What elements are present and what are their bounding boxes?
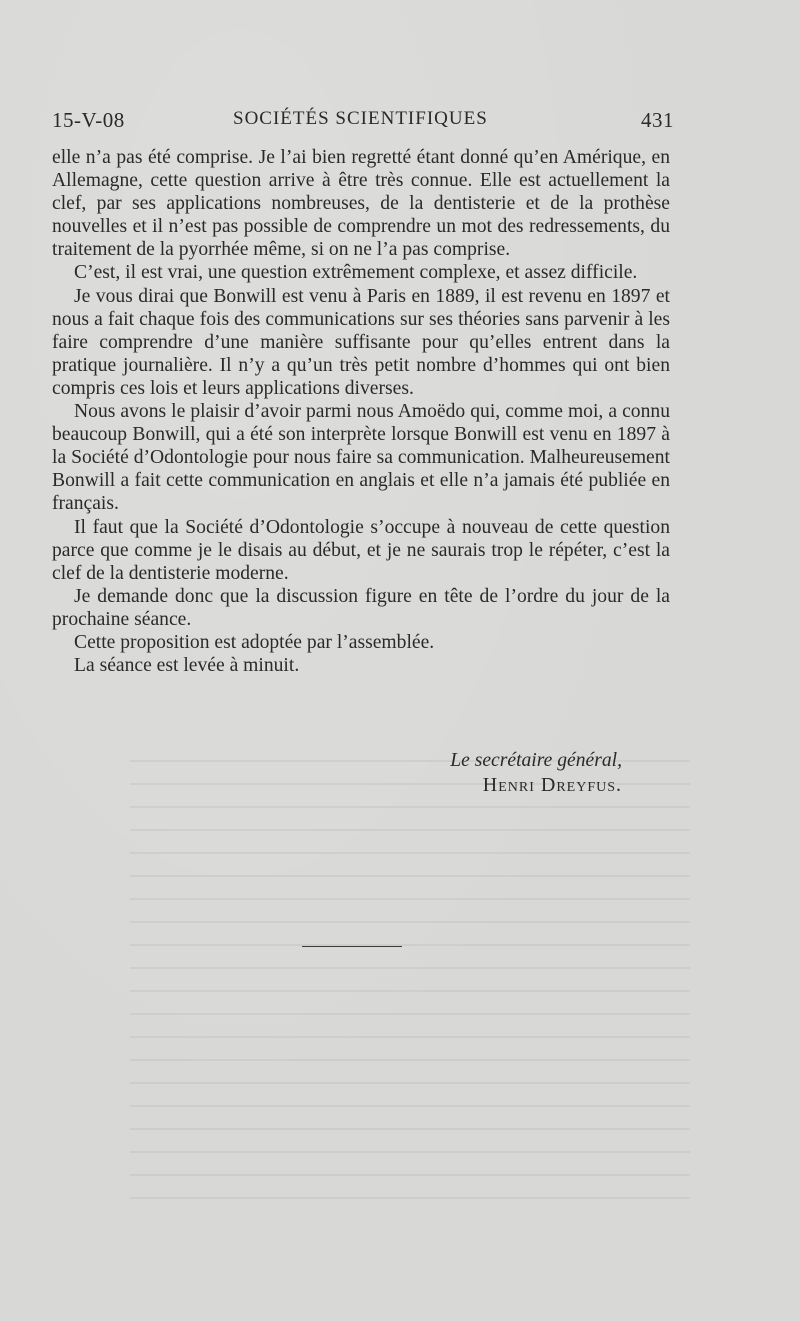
paragraph: C’est, il est vrai, une question extrêmement complexe, et assez difficile. bbox=[74, 262, 638, 284]
running-head bbox=[52, 108, 674, 136]
header-date: 15-V-08 bbox=[52, 108, 125, 132]
paragraph: Je vous dirai que Bonwill est venu à Paris en 1889, il est revenu en 1897 et nous a fait chaque fois des communications sur ses théories sans parvenir à les faire comprendre d’une manière suffisante pour qu’elles entrent dans la pratique journalière. Il n’y a qu’un très petit nombre d’hommes qui ont bien compris ces lois et leurs applications diverses. bbox=[52, 285, 670, 399]
paragraph: La séance est levée à minuit. bbox=[74, 655, 300, 677]
paragraph: elle n’a pas été comprise. Je l’ai bien regretté étant donné qu’en Amérique, en Allemagne, cette question arrive à être très connue. Elle est actuellement la clef, par ses applications nombreuses, de la dentisterie et de la prothèse nouvelles et il n’est pas possible de comprendre un mot des redressements, du traitement de la pyorrhée même, si on ne l’a pas comprise. bbox=[52, 147, 670, 261]
paragraph: Il faut que la Société d’Odontologie s’occupe à nouveau de cette question parce que comme je le disais au début, et je ne saurais trop le répéter, c’est la clef de la dentisterie moderne. bbox=[52, 516, 670, 584]
page-number: 431 bbox=[641, 108, 674, 132]
signature-name: Henri Dreyfus. bbox=[482, 774, 622, 796]
paragraph: Nous avons le plaisir d’avoir parmi nous Amoëdo qui, comme moi, a connu beaucoup Bonwill, qui a été son interprète lorsque Bonwill est venu en 1897 à la Société d’Odontologie pour nous faire sa communication. Malheureusement Bonwill a fait cette communication en anglais et elle n’a jamais été publiée en français. bbox=[52, 401, 670, 515]
paper-show-through bbox=[130, 760, 690, 1210]
paragraph: Cette proposition est adoptée par l’assemblée. bbox=[74, 631, 435, 653]
header-section-title: SOCIÉTÉS SCIENTIFIQUES bbox=[233, 108, 488, 129]
body-text bbox=[52, 146, 670, 677]
signature-title: Le secrétaire général, bbox=[450, 750, 622, 771]
paragraph: Je demande donc que la discussion figure en tête de l’ordre du jour de la prochaine séance. bbox=[52, 585, 670, 630]
